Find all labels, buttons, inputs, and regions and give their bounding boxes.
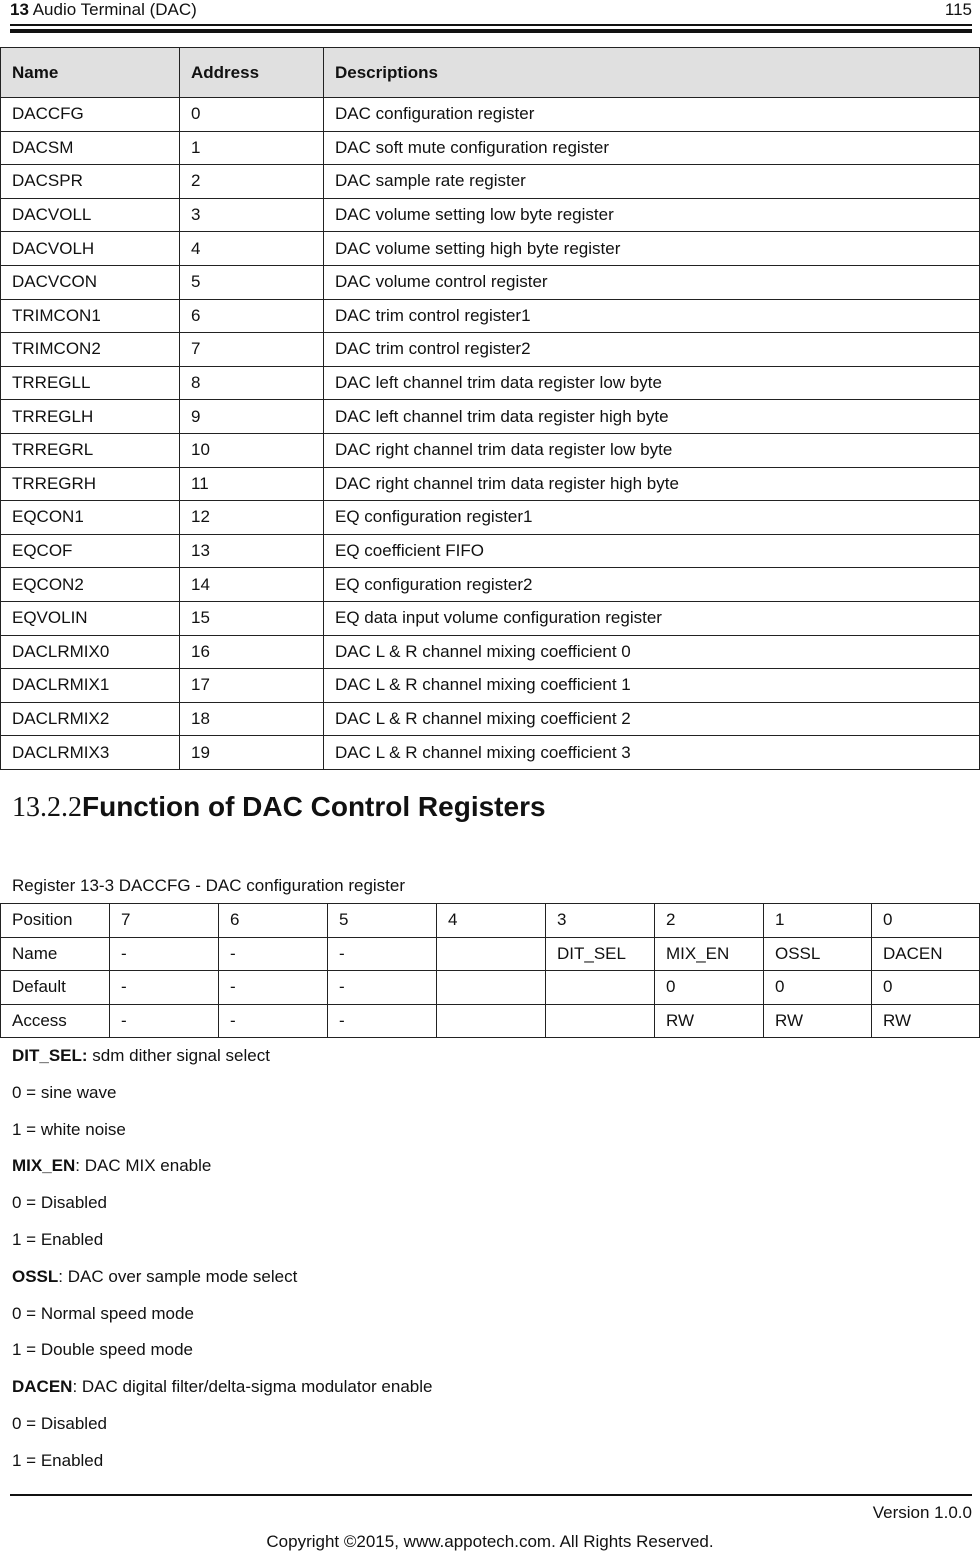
description-line — [12, 1261, 432, 1298]
register-name: TRREGLH — [1, 400, 180, 434]
bit-cell: - — [110, 937, 219, 971]
register-name: DACLRMIX0 — [1, 635, 180, 669]
register-description: DAC left channel trim data register low byte — [324, 366, 980, 400]
table-row — [1, 568, 980, 602]
register-address: 17 — [180, 669, 324, 703]
register-description: DAC trim control register2 — [324, 333, 980, 367]
bit-table-row — [1, 937, 980, 971]
table-row — [1, 232, 980, 266]
register-name: DACLRMIX3 — [1, 736, 180, 770]
bit-table-row — [1, 1004, 980, 1038]
register-description: DAC sample rate register — [324, 165, 980, 199]
table-row — [1, 534, 980, 568]
register-address: 19 — [180, 736, 324, 770]
register-description: EQ data input volume configuration register — [324, 601, 980, 635]
bit-cell: 5 — [328, 904, 437, 938]
register-description: DAC L & R channel mixing coefficient 1 — [324, 669, 980, 703]
field-name: MIX_EN — [12, 1156, 76, 1176]
field-name: DIT_SEL: — [12, 1046, 88, 1065]
description-text: 0 = Normal speed mode — [12, 1303, 194, 1323]
description-text: 1 = white noise — [12, 1119, 126, 1139]
bit-cell — [546, 1004, 655, 1038]
table-row — [1, 400, 980, 434]
bit-cell: DIT_SEL — [546, 937, 655, 971]
table-row — [1, 467, 980, 501]
register-address: 6 — [180, 299, 324, 333]
section-title: Function of DAC Control Registers — [82, 791, 546, 822]
page-header — [10, 0, 972, 22]
table-row — [1, 265, 980, 299]
register-description: EQ configuration register1 — [324, 501, 980, 535]
register-address: 12 — [180, 501, 324, 535]
register-address: 4 — [180, 232, 324, 266]
register-name: DACVOLL — [1, 198, 180, 232]
register-name: TRREGRL — [1, 433, 180, 467]
bit-cell: RW — [872, 1004, 980, 1038]
column-header-name: Name — [1, 48, 180, 98]
table-row — [1, 165, 980, 199]
bit-cell: DACEN — [872, 937, 980, 971]
section-number: 13.2.2 — [12, 792, 82, 823]
table-row — [1, 702, 980, 736]
table-row — [1, 333, 980, 367]
bit-cell: - — [328, 937, 437, 971]
register-name: TRREGRH — [1, 467, 180, 501]
bit-cell: - — [219, 971, 328, 1005]
bit-cell: RW — [764, 1004, 872, 1038]
register-description: DAC trim control register1 — [324, 299, 980, 333]
register-address: 0 — [180, 98, 324, 132]
register-description: DAC right channel trim data register high byte — [324, 467, 980, 501]
register-name: DACSM — [1, 131, 180, 165]
bit-cell: 7 — [110, 904, 219, 938]
description-line — [12, 1114, 432, 1151]
register-name: EQVOLIN — [1, 601, 180, 635]
header-rule-thick — [10, 29, 972, 33]
chapter-title: Audio Terminal (DAC) — [32, 0, 197, 19]
bit-cell: - — [110, 971, 219, 1005]
register-description: DAC L & R channel mixing coefficient 3 — [324, 736, 980, 770]
register-name: DACVCON — [1, 265, 180, 299]
register-address: 14 — [180, 568, 324, 602]
bit-cell: - — [328, 971, 437, 1005]
bit-table-row — [1, 971, 980, 1005]
description-line — [12, 1445, 432, 1482]
register-address: 9 — [180, 400, 324, 434]
table-row — [1, 736, 980, 770]
register-description: DAC L & R channel mixing coefficient 0 — [324, 635, 980, 669]
chapter-number: 13 — [10, 0, 29, 19]
column-header-descriptions: Descriptions — [324, 48, 980, 98]
register-address: 15 — [180, 601, 324, 635]
register-address: 13 — [180, 534, 324, 568]
register-name: DACSPR — [1, 165, 180, 199]
bit-cell: 0 — [764, 971, 872, 1005]
description-text: : DAC over sample mode select — [58, 1266, 298, 1286]
bit-cell: 4 — [437, 904, 546, 938]
register-name: TRIMCON2 — [1, 333, 180, 367]
register-description: DAC volume control register — [324, 265, 980, 299]
field-name: DACEN — [12, 1377, 73, 1397]
header-rule-thin — [10, 24, 972, 26]
register-description: DAC volume setting high byte register — [324, 232, 980, 266]
table-row — [1, 601, 980, 635]
register-description: DAC L & R channel mixing coefficient 2 — [324, 702, 980, 736]
bit-field-table — [0, 903, 980, 1038]
version-label: Version 1.0.0 — [872, 1503, 972, 1522]
description-text: 1 = Enabled — [12, 1229, 104, 1249]
bit-row-label: Position — [1, 904, 110, 938]
bit-row-label: Name — [1, 937, 110, 971]
register-name: TRREGLL — [1, 366, 180, 400]
field-descriptions — [12, 1040, 432, 1482]
description-text: 1 = Enabled — [12, 1450, 104, 1470]
bit-cell — [437, 937, 546, 971]
bit-cell: - — [328, 1004, 437, 1038]
register-name: DACLRMIX2 — [1, 702, 180, 736]
table-row — [1, 366, 980, 400]
register-description: EQ coefficient FIFO — [324, 534, 980, 568]
bit-cell: 2 — [655, 904, 764, 938]
bit-cell — [437, 1004, 546, 1038]
table-row — [1, 299, 980, 333]
chapter-heading — [10, 0, 197, 20]
register-address: 3 — [180, 198, 324, 232]
column-header-address: Address — [180, 48, 324, 98]
bit-cell: 1 — [764, 904, 872, 938]
table-row — [1, 669, 980, 703]
description-line — [12, 1187, 432, 1224]
description-line — [12, 1371, 432, 1408]
bit-cell: 0 — [655, 971, 764, 1005]
bit-row-label: Access — [1, 1004, 110, 1038]
register-address: 2 — [180, 165, 324, 199]
page-number: 115 — [944, 0, 972, 19]
bit-cell: 3 — [546, 904, 655, 938]
table-row — [1, 198, 980, 232]
description-text: 0 = sine wave — [12, 1082, 117, 1102]
register-table-header — [1, 48, 980, 98]
register-description: DAC left channel trim data register high byte — [324, 400, 980, 434]
description-text: 0 = Disabled — [12, 1413, 107, 1433]
description-line — [12, 1040, 432, 1077]
table-row — [1, 131, 980, 165]
register-name: DACVOLH — [1, 232, 180, 266]
bit-row-label: Default — [1, 971, 110, 1005]
description-text: 0 = Disabled — [12, 1193, 107, 1213]
register-address: 5 — [180, 265, 324, 299]
description-text: : DAC MIX enable — [75, 1156, 212, 1176]
register-description: DAC configuration register — [324, 98, 980, 132]
register-description: DAC soft mute configuration register — [324, 131, 980, 165]
register-address: 7 — [180, 333, 324, 367]
register-description: DAC right channel trim data register low byte — [324, 433, 980, 467]
bit-cell — [546, 971, 655, 1005]
bit-cell: 6 — [219, 904, 328, 938]
table-row — [1, 433, 980, 467]
description-line — [12, 1334, 432, 1371]
description-line — [12, 1150, 432, 1187]
register-caption: Register 13-3 DACCFG - DAC configuration register — [12, 876, 406, 895]
register-description: EQ configuration register2 — [324, 568, 980, 602]
bit-cell: RW — [655, 1004, 764, 1038]
table-row — [1, 98, 980, 132]
table-row — [1, 501, 980, 535]
section-heading — [12, 791, 546, 824]
register-table — [0, 47, 980, 770]
register-name: DACCFG — [1, 98, 180, 132]
table-row — [1, 635, 980, 669]
description-line — [12, 1408, 432, 1445]
register-name: TRIMCON1 — [1, 299, 180, 333]
register-address: 8 — [180, 366, 324, 400]
copyright-notice: Copyright ©2015, www.appotech.com. All Rights Reserved. — [266, 1532, 714, 1551]
bit-cell: - — [110, 1004, 219, 1038]
bit-cell: - — [219, 1004, 328, 1038]
bit-cell: MIX_EN — [655, 937, 764, 971]
description-text: sdm dither signal select — [87, 1046, 270, 1065]
bit-cell — [437, 971, 546, 1005]
register-name: DACLRMIX1 — [1, 669, 180, 703]
register-name: EQCON2 — [1, 568, 180, 602]
register-address: 11 — [180, 467, 324, 501]
footer-rule — [10, 1494, 972, 1496]
description-line — [12, 1224, 432, 1261]
bit-table-row — [1, 904, 980, 938]
register-address: 1 — [180, 131, 324, 165]
description-line — [12, 1077, 432, 1114]
description-text: : DAC digital filter/delta-sigma modulator enable — [72, 1377, 433, 1397]
register-address: 18 — [180, 702, 324, 736]
register-address: 10 — [180, 433, 324, 467]
bit-cell: 0 — [872, 971, 980, 1005]
description-line — [12, 1298, 432, 1335]
field-name: OSSL — [12, 1266, 59, 1286]
register-name: EQCON1 — [1, 501, 180, 535]
register-address: 16 — [180, 635, 324, 669]
register-name: EQCOF — [1, 534, 180, 568]
bit-cell: 0 — [872, 904, 980, 938]
description-text: 1 = Double speed mode — [12, 1340, 193, 1360]
bit-cell: - — [219, 937, 328, 971]
register-description: DAC volume setting low byte register — [324, 198, 980, 232]
bit-cell: OSSL — [764, 937, 872, 971]
